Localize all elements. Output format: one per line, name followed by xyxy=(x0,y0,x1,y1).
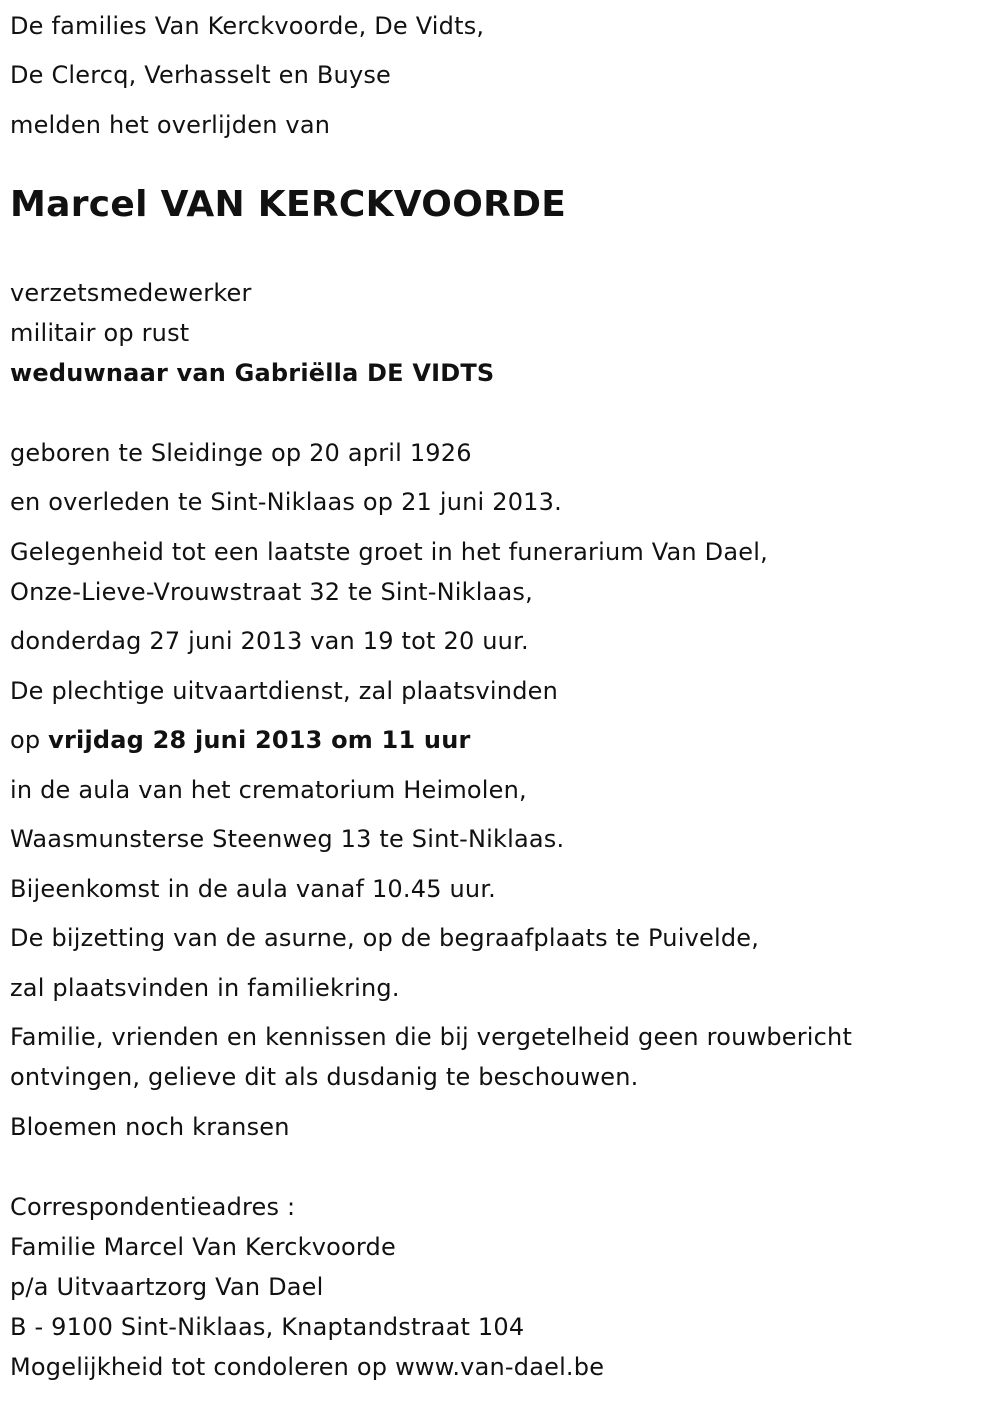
urn-line-1: De bijzetting van de asurne, op de begraafplaats te Puivelde, xyxy=(10,924,760,952)
died-line: en overleden te Sint-Niklaas op 21 juni 2013. xyxy=(10,488,562,516)
viewing-line-1: Gelegenheid tot een laatste groet in het funerarium Van Dael, xyxy=(10,538,768,566)
notice-line-2: ontvingen, gelieve dit als dusdanig te beschouwen. xyxy=(10,1063,639,1091)
service-date-line xyxy=(10,725,471,755)
correspondence-line-3: B - 9100 Sint-Niklaas, Knaptandstraat 104 xyxy=(10,1313,525,1341)
flowers-line: Bloemen noch kransen xyxy=(10,1113,290,1141)
service-date-prefix: op xyxy=(10,726,41,754)
intro-line-3: melden het overlijden van xyxy=(10,111,331,139)
widower-line: weduwnaar van Gabriëlla DE VIDTS xyxy=(10,359,495,387)
correspondence-line-2: p/a Uitvaartzorg Van Dael xyxy=(10,1273,324,1301)
service-line-5: Bijeenkomst in de aula vanaf 10.45 uur. xyxy=(10,875,497,903)
service-line-1: De plechtige uitvaartdienst, zal plaatsvinden xyxy=(10,677,559,705)
condolence-line: Mogelijkheid tot condoleren op www.van-dael.be xyxy=(10,1353,605,1381)
notice-line-1: Familie, vrienden en kennissen die bij vergetelheid geen rouwbericht xyxy=(10,1023,853,1051)
deceased-name: Marcel VAN KERCKVOORDE xyxy=(10,184,567,225)
viewing-line-3: donderdag 27 juni 2013 van 19 tot 20 uur. xyxy=(10,627,529,655)
service-date: vrijdag 28 juni 2013 om 11 uur xyxy=(48,726,471,754)
title-line-2: militair op rust xyxy=(10,319,190,347)
urn-line-2: zal plaatsvinden in familiekring. xyxy=(10,974,400,1002)
intro-line-2: De Clercq, Verhasselt en Buyse xyxy=(10,61,392,89)
intro-line-1: De families Van Kerckvoorde, De Vidts, xyxy=(10,12,485,40)
viewing-line-2: Onze-Lieve-Vrouwstraat 32 te Sint-Niklaas, xyxy=(10,578,533,606)
correspondence-heading: Correspondentieadres : xyxy=(10,1193,296,1221)
born-line: geboren te Sleidinge op 20 april 1926 xyxy=(10,439,472,467)
title-line-1: verzetsmedewerker xyxy=(10,279,252,307)
service-line-3: in de aula van het crematorium Heimolen, xyxy=(10,776,527,804)
service-line-4: Waasmunsterse Steenweg 13 te Sint-Niklaas. xyxy=(10,825,565,853)
correspondence-line-1: Familie Marcel Van Kerckvoorde xyxy=(10,1233,396,1261)
